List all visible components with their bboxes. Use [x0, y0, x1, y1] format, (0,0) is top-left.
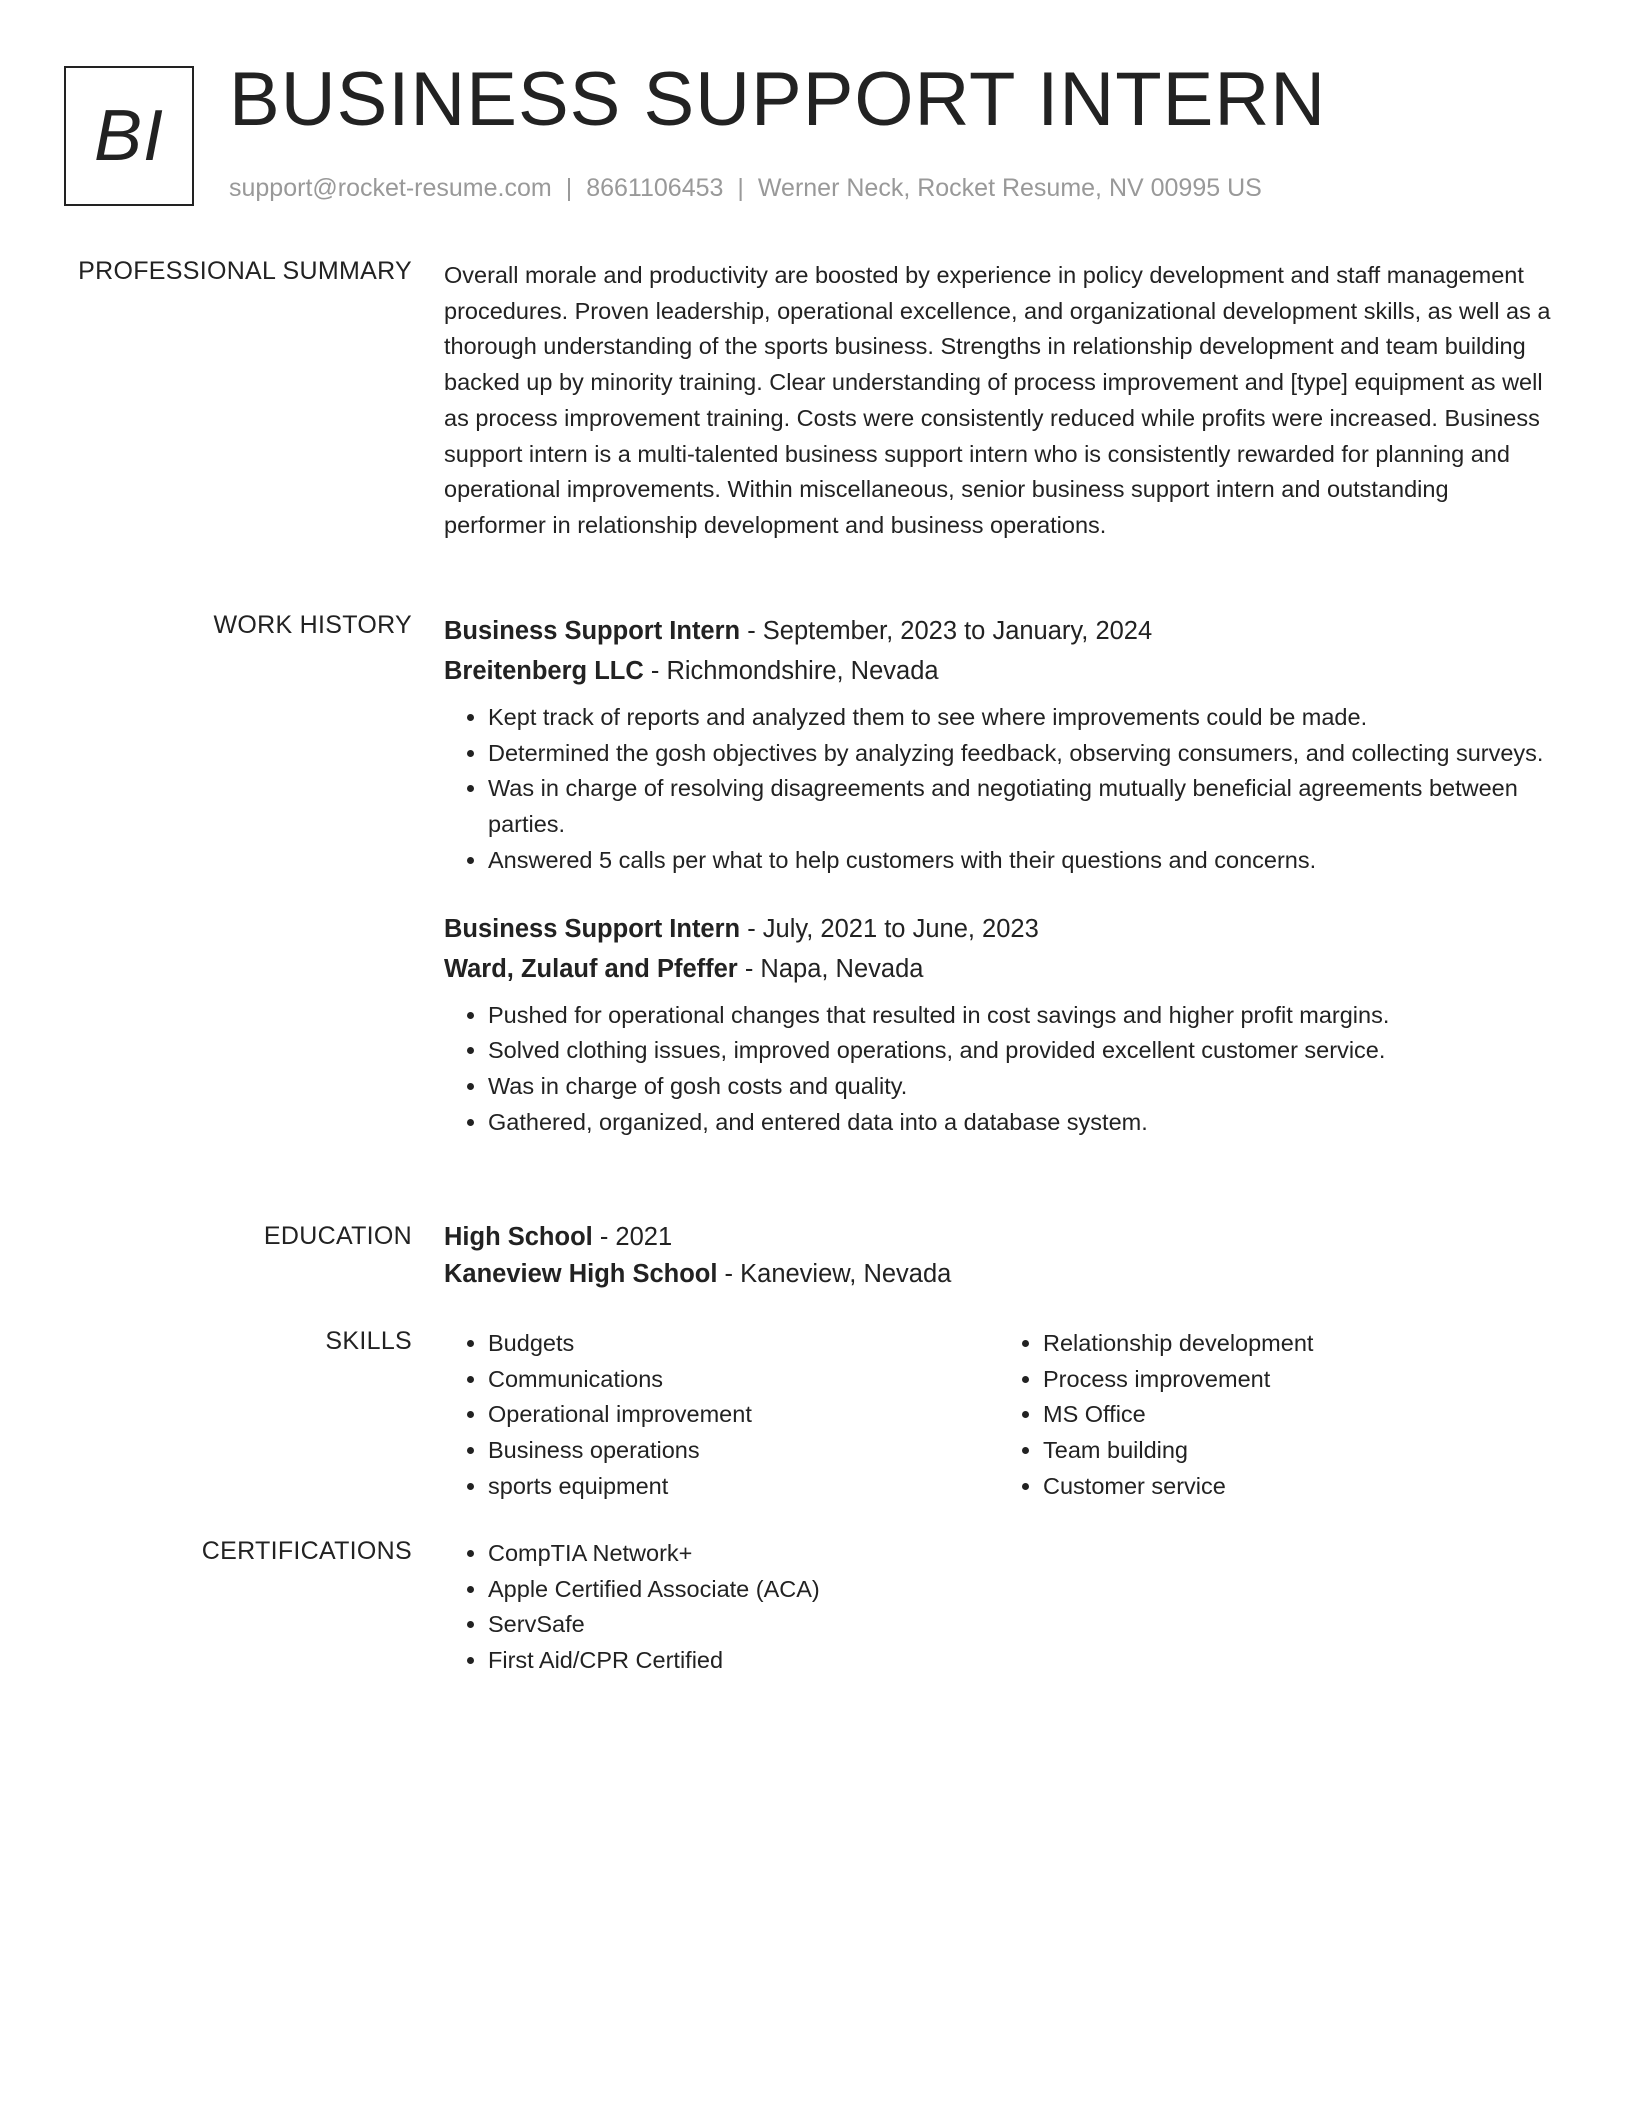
list-item: • sports equipment [488, 1469, 999, 1505]
job-company: Breitenberg LLC [444, 657, 644, 685]
list-item: • Kept track of reports and analyzed them to see where improvements could be made. [488, 700, 1554, 736]
contact-email: support@rocket-resume.com [229, 174, 552, 202]
job-company-line [444, 651, 1554, 691]
skills-heading: SKILLS [325, 1327, 412, 1355]
list-item: • Was in charge of gosh costs and quality. [488, 1069, 1554, 1105]
certifications-list [444, 1536, 1554, 1679]
education-heading: EDUCATION [263, 1222, 412, 1250]
list-item: • Budgets [488, 1326, 999, 1362]
job-dates: - July, 2021 to June, 2023 [740, 914, 1039, 943]
resume-title: BUSINESS SUPPORT INTERN [229, 57, 1327, 142]
list-item: • Was in charge of resolving disagreements and negotiating mutually beneficial agreements between parties. [488, 771, 1554, 842]
list-item: • Team building [1043, 1433, 1554, 1469]
monogram-initials: BI [93, 96, 165, 176]
list-item: • Answered 5 calls per what to help customers with their questions and concerns. [488, 843, 1554, 879]
job-title-line [444, 611, 1554, 651]
job-title-line [444, 909, 1554, 949]
skills-list-right [999, 1326, 1554, 1505]
list-item: • Determined the gosh objectives by analyzing feedback, observing consumers, and collecting surveys. [488, 736, 1554, 772]
education-school: Kaneview High School [444, 1260, 718, 1288]
job-bullets [444, 998, 1554, 1141]
education-degree-line [444, 1219, 1554, 1256]
list-item: • Operational improvement [488, 1397, 999, 1433]
contact-phone: 8661106453 [586, 174, 724, 202]
job-location: - Richmondshire, Nevada [643, 657, 939, 685]
list-item: • Pushed for operational changes that resulted in cost savings and higher profit margins. [488, 998, 1554, 1034]
job-entry [444, 909, 1554, 1141]
education-body [444, 1219, 1554, 1293]
job-bullets [444, 700, 1554, 879]
work-history-body [444, 611, 1554, 1140]
skills-list-left [444, 1326, 999, 1505]
summary-body [444, 258, 1554, 544]
skills-columns [444, 1326, 1554, 1505]
certifications-heading: CERTIFICATIONS [201, 1537, 412, 1565]
job-title: Business Support Intern [444, 617, 741, 645]
list-item: • Business operations [488, 1433, 999, 1469]
list-item: • MS Office [1043, 1397, 1554, 1433]
certifications-body [444, 1536, 1554, 1679]
job-company: Ward, Zulauf and Pfeffer [444, 954, 738, 983]
list-item: • First Aid/CPR Certified [488, 1643, 1554, 1679]
contact-separator: | [565, 174, 573, 202]
education-location: - Kaneview, Nevada [717, 1260, 952, 1288]
job-title: Business Support Intern [444, 914, 741, 943]
education-school-line [444, 1256, 1554, 1293]
work-history-heading: WORK HISTORY [213, 611, 412, 639]
list-item: • Communications [488, 1362, 999, 1398]
list-item: • Customer service [1043, 1469, 1554, 1505]
list-item: • Solved clothing issues, improved operations, and provided excellent customer service. [488, 1033, 1554, 1069]
skills-body [444, 1326, 1554, 1505]
list-item: • Apple Certified Associate (ACA) [488, 1572, 1554, 1608]
summary-heading: PROFESSIONAL SUMMARY [78, 257, 412, 285]
summary-text: Overall morale and productivity are boosted by experience in policy development and staff management procedures. Proven leadership, operational excellence, and organizational development skills, as well as a thorough understanding of the sports business. Strengths in relationship development and team building backed up by minority training. Clear understanding of process improvement and [type] equipment as well as process improvement training. Costs were consistently reduced while profits were increased. Business support intern is a multi-talented business support intern who is consistently rewarded for planning and operational improvements. Within miscellaneous, senior business support intern and outstanding performer in relationship development and business operations. [444, 262, 1551, 538]
list-item: • Process improvement [1043, 1362, 1554, 1398]
contact-address: Werner Neck, Rocket Resume, NV 00995 US [757, 174, 1262, 202]
education-year: - 2021 [592, 1223, 673, 1251]
job-company-line [444, 949, 1554, 989]
list-item: • ServSafe [488, 1607, 1554, 1643]
list-item: • Gathered, organized, and entered data into a database system. [488, 1105, 1554, 1141]
job-location: - Napa, Nevada [737, 954, 924, 983]
list-item: • Relationship development [1043, 1326, 1554, 1362]
list-item: • CompTIA Network+ [488, 1536, 1554, 1572]
job-entry [444, 611, 1554, 879]
contact-line [229, 174, 1262, 203]
monogram-box [64, 66, 194, 206]
contact-separator: | [737, 174, 744, 202]
job-dates: - September, 2023 to January, 2024 [740, 617, 1153, 645]
education-degree: High School [444, 1223, 593, 1251]
